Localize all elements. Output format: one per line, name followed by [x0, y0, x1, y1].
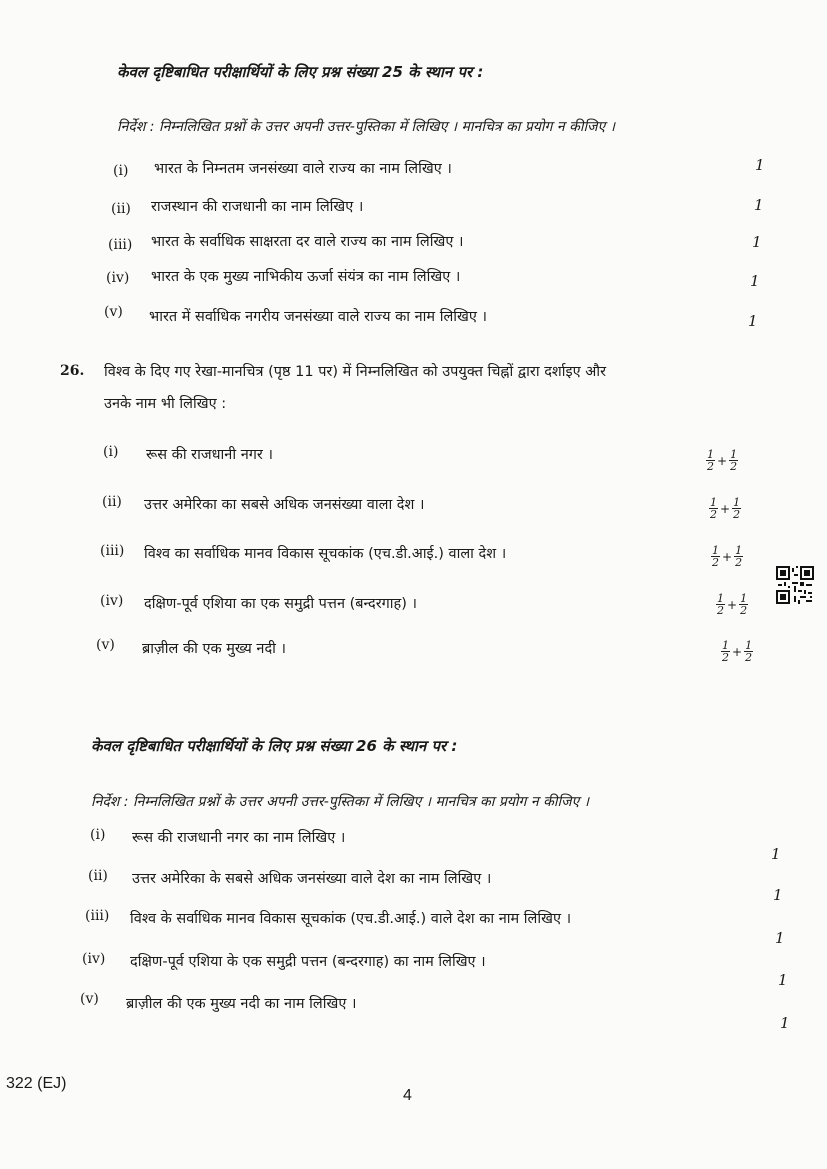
s2-item-5-text: ब्राज़ील की एक मुख्य नदी का नाम लिखिए । [126, 996, 357, 1012]
s1-item-1-num: (i) [113, 163, 129, 179]
s1-item-4-num: (iv) [106, 270, 130, 286]
s2-item-3-marks: 1 [775, 929, 785, 947]
s1-item-5-num: (v) [104, 304, 123, 320]
s2-item-3-text: विश्व के सर्वाधिक मानव विकास सूचकांक (एच.डी.आई.) वाले देश का नाम लिखिए । [130, 911, 572, 927]
s1-item-5-marks: 1 [748, 312, 758, 330]
section2-heading: केवल दृष्टिबाधित परीक्षार्थियों के लिए प्रश्न संख्या 26 के स्थान पर : [91, 737, 458, 755]
s2-item-4-marks: 1 [778, 971, 788, 989]
s2-item-2-num: (ii) [88, 868, 108, 884]
s2-item-2-text: उत्तर अमेरिका के सबसे अधिक जनसंख्या वाले देश का नाम लिखिए । [132, 871, 492, 887]
q26-item-3-text: विश्व का सर्वाधिक मानव विकास सूचकांक (एच.डी.आई.) वाला देश । [144, 546, 507, 562]
s1-item-4-marks: 1 [750, 272, 760, 290]
s1-item-3-num: (iii) [108, 237, 133, 253]
section2-instruction: निर्देश : निम्नलिखित प्रश्नों के उत्तर अपनी उत्तर-पुस्तिका में लिखिए । मानचित्र का प्रयोग न कीजिए । [91, 794, 590, 810]
s1-item-4-text: भारत के एक मुख्य नाभिकीय ऊर्जा संयंत्र का नाम लिखिए । [151, 269, 461, 285]
q26-number: 26. [60, 363, 85, 379]
s2-item-5-num: (v) [80, 991, 99, 1007]
s1-item-3-text: भारत के सर्वाधिक साक्षरता दर वाले राज्य का नाम लिखिए । [151, 234, 464, 250]
s1-item-2-num: (ii) [111, 201, 131, 217]
q26-text-line1: विश्व के दिए गए रेखा-मानचित्र (पृष्ठ 11 पर) में निम्नलिखित को उपयुक्त चिह्नों द्वारा दर्शाइए और [104, 364, 607, 380]
q26-item-1-num: (i) [103, 444, 119, 460]
q26-item-2-num: (ii) [102, 494, 122, 510]
q26-item-5-num: (v) [96, 637, 115, 653]
s2-item-1-marks: 1 [771, 845, 781, 863]
q26-text-line2: उनके नाम भी लिखिए : [104, 396, 227, 412]
section1-heading: केवल दृष्टिबाधित परीक्षार्थियों के लिए प्रश्न संख्या 25 के स्थान पर : [117, 63, 484, 81]
s1-item-2-marks: 1 [754, 196, 764, 214]
q26-item-3-num: (iii) [100, 543, 125, 559]
s1-item-1-marks: 1 [755, 156, 765, 174]
s2-item-5-marks: 1 [780, 1014, 790, 1032]
s2-item-1-text: रूस की राजधानी नगर का नाम लिखिए । [132, 830, 346, 846]
s2-item-1-num: (i) [90, 827, 106, 843]
q26-item-4-marks: 1 2 + $\frac{1}{2}$ [717, 592, 748, 617]
q26-item-4-num: (iv) [100, 593, 124, 609]
section1-instruction: निर्देश : निम्नलिखित प्रश्नों के उत्तर अपनी उत्तर-पुस्तिका में लिखिए । मानचित्र का प्रयोग न कीजिए । [117, 119, 616, 135]
s1-item-3-marks: 1 [752, 233, 762, 251]
q26-item-1-marks: 1 2 + $\frac{1}{2}$ [707, 448, 738, 473]
s2-item-4-num: (iv) [82, 951, 106, 967]
s1-item-5-text: भारत में सर्वाधिक नगरीय जनसंख्या वाले राज्य का नाम लिखिए । [149, 309, 488, 325]
q26-item-5-marks: 1 2 + $\frac{1}{2}$ [722, 639, 753, 664]
q26-item-2-text: उत्तर अमेरिका का सबसे अधिक जनसंख्या वाला देश । [144, 497, 425, 513]
q26-item-1-text: रूस की राजधानी नगर । [146, 447, 273, 463]
q26-item-5-text: ब्राज़ील की एक मुख्य नदी । [142, 641, 287, 657]
q26-item-3-marks: 1 2 + $\frac{1}{2}$ [712, 544, 743, 569]
footer-code: 322 (EJ) [6, 1075, 67, 1092]
s2-item-3-num: (iii) [85, 908, 110, 924]
q26-item-2-marks: 1 2 + $\frac{1}{2}$ [710, 496, 741, 521]
s2-item-4-text: दक्षिण-पूर्व एशिया के एक समुद्री पत्तन (बन्दरगाह) का नाम लिखिए । [130, 954, 486, 970]
qr-code-icon [776, 566, 814, 604]
s1-item-2-text: राजस्थान की राजधानी का नाम लिखिए । [151, 199, 364, 215]
s1-item-1-text: भारत के निम्नतम जनसंख्या वाले राज्य का नाम लिखिए । [154, 161, 452, 177]
s2-item-2-marks: 1 [773, 886, 783, 904]
page-number: 4 [403, 1087, 412, 1104]
q26-item-4-text: दक्षिण-पूर्व एशिया का एक समुद्री पत्तन (बन्दरगाह) । [144, 596, 418, 612]
